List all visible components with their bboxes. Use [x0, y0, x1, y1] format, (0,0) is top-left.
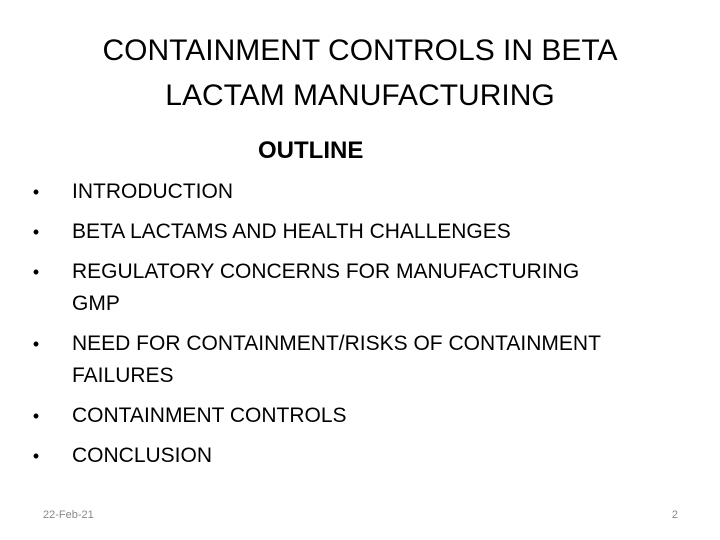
outline-item-need-for-containment — [0, 328, 700, 392]
slide-title-line-2: LACTAM MANUFACTURING — [165, 79, 555, 112]
outline-item-text: REGULATORY CONCERNS FOR MANUFACTURING GMP — [72, 260, 580, 315]
outline-bullet-list — [0, 176, 700, 480]
outline-item-conclusion — [0, 440, 700, 472]
bullet-icon: • — [32, 222, 40, 242]
outline-item-beta-lactams — [0, 216, 700, 248]
outline-item-text: INTRODUCTION — [72, 180, 233, 203]
bullet-icon: • — [32, 262, 40, 282]
bullet-icon: • — [32, 406, 40, 426]
outline-heading: OUTLINE — [258, 137, 364, 164]
outline-item-text: BETA LACTAMS AND HEALTH CHALLENGES — [72, 220, 511, 243]
outline-item-text: CONTAINMENT CONTROLS — [72, 404, 347, 427]
slide-title — [60, 28, 660, 118]
bullet-icon: • — [32, 446, 40, 466]
slide-title-line-1: CONTAINMENT CONTROLS IN BETA — [102, 34, 618, 67]
footer-date: 22-Feb-21 — [43, 509, 94, 521]
outline-item-text: CONCLUSION — [72, 444, 213, 467]
bullet-icon: • — [32, 182, 40, 202]
outline-item-text: NEED FOR CONTAINMENT/RISKS OF CONTAINMENT FAILURES — [72, 332, 601, 387]
outline-item-regulatory-concerns — [0, 256, 700, 320]
slide-number: 2 — [671, 509, 678, 521]
outline-item-containment-controls — [0, 400, 700, 432]
outline-item-introduction — [0, 176, 700, 208]
bullet-icon: • — [32, 334, 40, 354]
